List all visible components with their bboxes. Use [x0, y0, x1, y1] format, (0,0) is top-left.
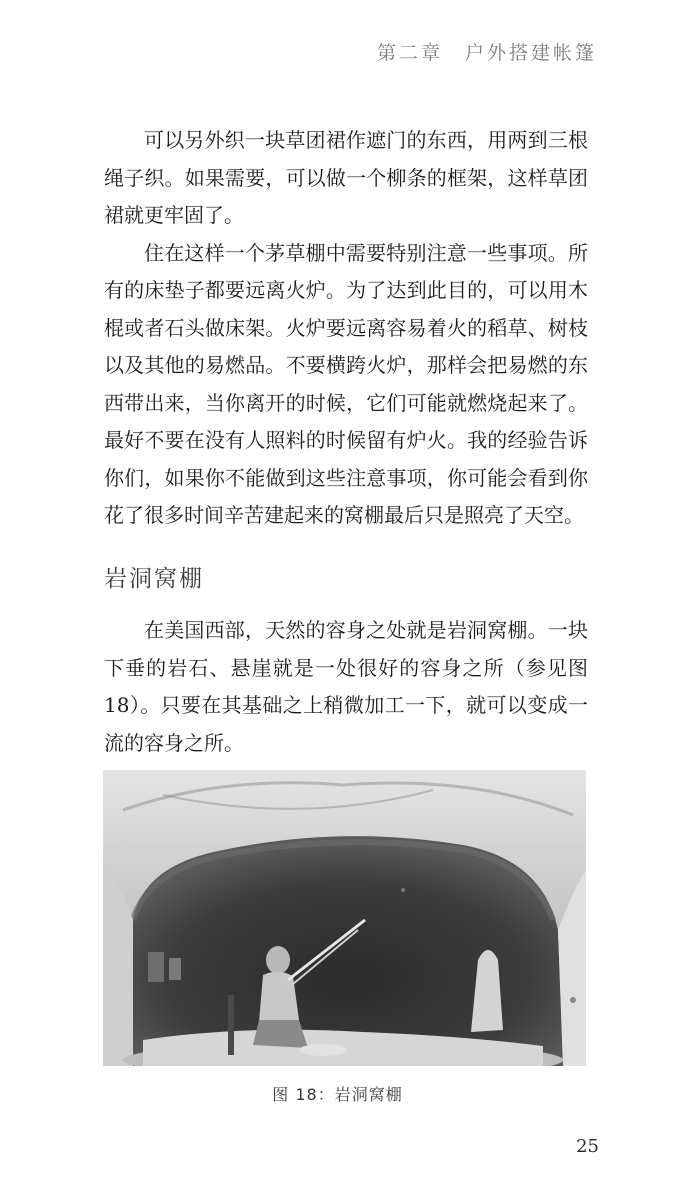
section-heading: 岩洞窝棚 — [104, 566, 204, 592]
page-number: 25 — [576, 1136, 599, 1157]
figure-caption: 图 18：岩洞窝棚 — [272, 1085, 403, 1104]
body-text-section — [104, 612, 588, 762]
paragraph: 在美国西部，天然的容身之处就是岩洞窝棚。一块下垂的岩石、悬崖就是一处很好的容身之所（参见图 18）。只要在其基础之上稍微加工一下，就可以变成一流的容身之所。 — [104, 618, 588, 755]
paragraph: 住在这样一个茅草棚中需要特别注意一些事项。所有的床垫子都要远离火炉。为了达到此目的，可以用木棍或者石头做床架。火炉要远离容易着火的稻草、树枝以及其他的易燃品。不要横跨火炉，那样会把易燃的东西带出来，当你离开的时候，它们可能就燃烧起来了。最好不要在没有人照料的时候留有炉火。我的经验告诉你们，如果你不能做到这些注意事项，你可能会看到你花了很多时间辛苦建起来的窝棚最后只是照亮了天空。 — [104, 240, 588, 527]
body-text-top — [104, 122, 588, 535]
cave-shelter-photo — [103, 770, 586, 1066]
paragraph: 可以另外织一块草团裙作遮门的东西，用两到三根绳子织。如果需要，可以做一个柳条的框架，这样草团裙就更牢固了。 — [104, 128, 588, 227]
running-header: 第二章 户外搭建帐篷 — [376, 42, 597, 64]
